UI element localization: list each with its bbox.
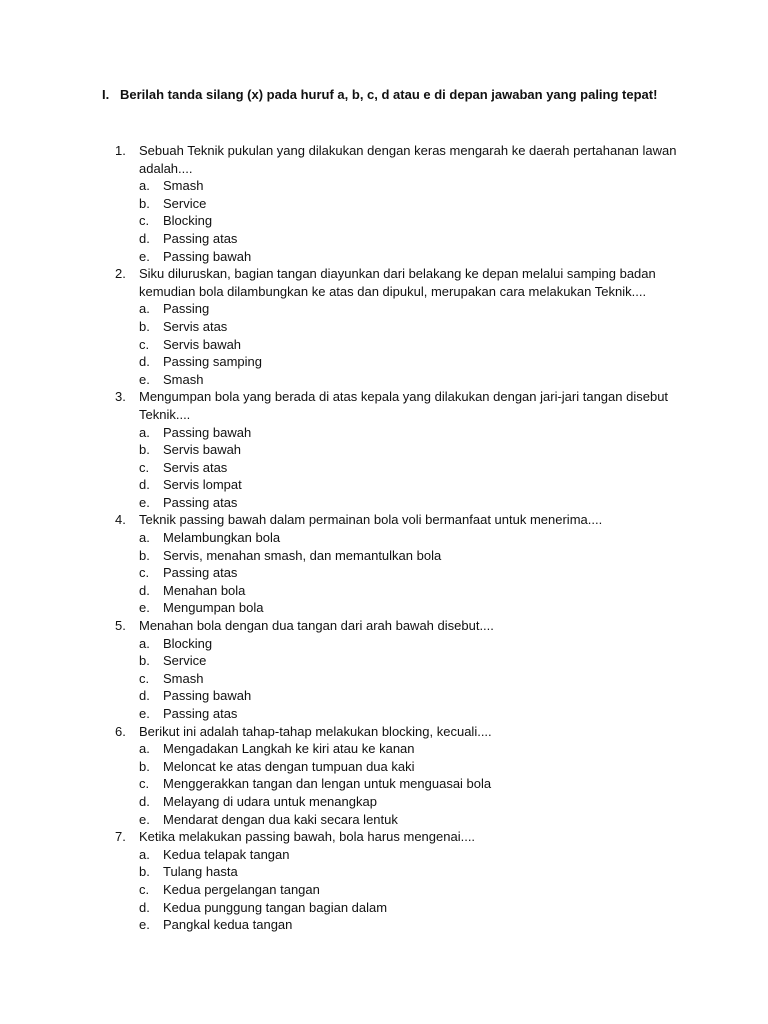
option-list — [139, 529, 684, 617]
option-text: Blocking — [163, 213, 213, 229]
option-text: Smash — [163, 670, 204, 686]
option-letter: d. — [139, 477, 150, 493]
question-item — [0, 723, 768, 829]
option-text: Passing — [163, 301, 210, 317]
question-text: Mengumpan bola yang berada di atas kepala yang dilakukan dengan jari-jari tangan disebut Teknik.... — [139, 389, 669, 422]
option-list — [139, 424, 684, 512]
question-number: 4. — [115, 512, 126, 528]
answer-option[interactable] — [139, 300, 684, 318]
option-letter: b. — [139, 864, 150, 880]
answer-option[interactable] — [139, 177, 684, 195]
option-letter: c. — [139, 459, 150, 475]
answer-option[interactable] — [139, 371, 684, 389]
answer-option[interactable] — [139, 881, 684, 899]
answer-option[interactable] — [139, 670, 684, 688]
option-letter: a. — [139, 530, 150, 546]
option-letter: c. — [139, 776, 150, 792]
answer-option[interactable] — [139, 775, 684, 793]
option-text: Servis lompat — [163, 477, 242, 493]
option-text: Passing atas — [163, 230, 238, 246]
option-letter: e. — [139, 917, 150, 933]
question-number: 1. — [115, 143, 126, 158]
option-text: Menahan bola — [163, 582, 246, 598]
option-letter: b. — [139, 758, 150, 774]
option-letter: e. — [139, 706, 150, 721]
question-number: 5. — [115, 618, 126, 634]
section-numeral: I. — [102, 87, 110, 102]
answer-option[interactable] — [139, 705, 684, 723]
option-text: Passing samping — [163, 354, 262, 370]
option-text: Melayang di udara untuk menangkap — [163, 793, 377, 809]
answer-option[interactable] — [139, 441, 684, 459]
answer-option[interactable] — [139, 863, 684, 881]
answer-option[interactable] — [139, 899, 684, 917]
option-letter: e. — [139, 811, 150, 827]
answer-option[interactable] — [139, 687, 684, 705]
option-text: Passing atas — [163, 565, 238, 581]
option-letter: a. — [139, 178, 150, 194]
answer-option[interactable] — [139, 195, 684, 213]
option-letter: b. — [139, 318, 150, 334]
answer-option[interactable] — [139, 529, 684, 547]
option-letter: c. — [139, 213, 150, 229]
option-letter: e. — [139, 600, 150, 616]
option-text: Smash — [163, 371, 204, 387]
question-item — [0, 828, 768, 934]
option-letter: b. — [139, 442, 150, 458]
option-letter: a. — [139, 635, 150, 651]
option-letter: a. — [139, 301, 150, 317]
option-list — [139, 177, 684, 265]
option-text: Meloncat ke atas dengan tumpuan dua kaki — [163, 758, 415, 774]
option-text: Service — [163, 195, 207, 211]
option-letter: e. — [139, 371, 150, 387]
option-text: Menggerakkan tangan dan lengan untuk menguasai bola — [163, 776, 492, 792]
answer-option[interactable] — [139, 212, 684, 230]
option-text: Kedua punggung tangan bagian dalam — [163, 899, 388, 915]
option-text: Servis bawah — [163, 336, 242, 352]
question-item — [0, 511, 768, 617]
question-text: Teknik passing bawah dalam permainan bola voli bermanfaat untuk menerima.... — [139, 512, 603, 528]
question-text: Sebuah Teknik pukulan yang dilakukan dengan keras mengarah ke daerah pertahanan lawan adalah.... — [139, 143, 677, 176]
option-text: Passing atas — [163, 706, 238, 721]
option-text: Melambungkan bola — [163, 530, 281, 546]
answer-option[interactable] — [139, 599, 684, 617]
option-text: Passing atas — [163, 494, 238, 510]
answer-option[interactable] — [139, 811, 684, 829]
option-letter: b. — [139, 195, 150, 211]
question-number: 6. — [115, 723, 126, 739]
option-text: Kedua pergelangan tangan — [163, 881, 320, 897]
option-letter: d. — [139, 582, 150, 598]
option-text: Blocking — [163, 635, 213, 651]
option-list — [139, 846, 684, 934]
option-letter: d. — [139, 688, 150, 704]
answer-option[interactable] — [139, 740, 684, 758]
answer-option[interactable] — [139, 564, 684, 582]
option-letter: c. — [139, 881, 150, 897]
answer-option[interactable] — [139, 547, 684, 565]
question-number: 3. — [115, 389, 126, 405]
option-text: Servis, menahan smash, dan memantulkan bola — [163, 547, 442, 563]
question-item — [0, 388, 768, 511]
question-text: Berikut ini adalah tahap-tahap melakukan blocking, kecuali.... — [139, 723, 492, 739]
answer-option[interactable] — [139, 758, 684, 776]
answer-option[interactable] — [139, 230, 684, 248]
option-letter: c. — [139, 336, 150, 352]
answer-option[interactable] — [139, 494, 684, 512]
option-text: Tulang hasta — [163, 864, 238, 880]
question-text: Menahan bola dengan dua tangan dari arah bawah disebut.... — [139, 618, 494, 634]
question-number: 2. — [115, 266, 126, 282]
question-item — [0, 142, 768, 265]
answer-option[interactable] — [139, 793, 684, 811]
option-letter: c. — [139, 565, 150, 581]
option-text: Passing bawah — [163, 688, 252, 704]
option-letter: d. — [139, 354, 150, 370]
answer-option[interactable] — [139, 318, 684, 336]
option-letter: d. — [139, 899, 150, 915]
option-text: Servis bawah — [163, 442, 242, 458]
answer-option[interactable] — [139, 424, 684, 442]
answer-option[interactable] — [139, 336, 684, 354]
answer-option[interactable] — [139, 476, 684, 494]
option-letter: a. — [139, 846, 150, 862]
option-text: Service — [163, 653, 207, 669]
option-text: Pangkal kedua tangan — [163, 917, 293, 933]
option-list — [139, 740, 684, 828]
answer-option[interactable] — [139, 248, 684, 266]
option-text: Smash — [163, 178, 204, 194]
question-number: 7. — [115, 829, 126, 845]
option-text: Servis atas — [163, 459, 228, 475]
option-list — [139, 300, 684, 388]
question-text: Siku diluruskan, bagian tangan diayunkan dari belakang ke depan melalui samping badan kemudian bola dilambungkan ke atas dan dipukul, merupakan cara melakukan Teknik.... — [139, 266, 656, 299]
option-text: Kedua telapak tangan — [163, 846, 290, 862]
option-text: Passing bawah — [163, 424, 252, 440]
answer-option[interactable] — [139, 582, 684, 600]
option-letter: a. — [139, 741, 150, 757]
answer-option[interactable] — [139, 916, 684, 934]
question-text: Ketika melakukan passing bawah, bola harus mengenai.... — [139, 829, 476, 845]
question-item — [0, 617, 768, 723]
option-letter: e. — [139, 494, 150, 510]
answer-option[interactable] — [139, 846, 684, 864]
option-list — [139, 635, 684, 723]
option-text: Mendarat dengan dua kaki secara lentuk — [163, 811, 398, 827]
option-text: Passing bawah — [163, 248, 252, 264]
option-text: Mengumpan bola — [163, 600, 264, 616]
option-letter: c. — [139, 670, 150, 686]
option-letter: b. — [139, 653, 150, 669]
answer-option[interactable] — [139, 635, 684, 653]
option-text: Servis atas — [163, 318, 228, 334]
option-letter: d. — [139, 793, 150, 809]
question-item — [0, 265, 768, 388]
section-instruction: Berilah tanda silang (x) pada huruf a, b, c, d atau e di depan jawaban yang paling tepat! — [120, 87, 658, 102]
question-list — [0, 142, 768, 934]
option-letter: e. — [139, 248, 150, 264]
answer-option[interactable] — [139, 353, 684, 371]
section-heading — [102, 86, 657, 104]
option-letter: b. — [139, 547, 150, 563]
option-letter: a. — [139, 424, 150, 440]
answer-option[interactable] — [139, 459, 684, 477]
option-text: Mengadakan Langkah ke kiri atau ke kanan — [163, 741, 415, 757]
option-letter: d. — [139, 230, 150, 246]
answer-option[interactable] — [139, 652, 684, 670]
